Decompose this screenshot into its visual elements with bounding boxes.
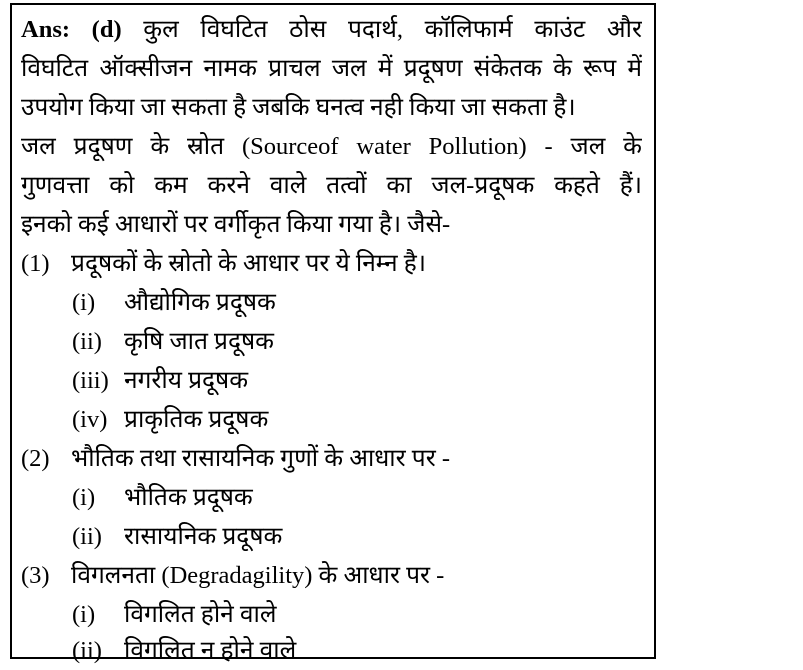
item-number: (i) [72, 601, 96, 628]
item-number: (iii) [72, 367, 109, 394]
section-heading-1 [21, 245, 642, 283]
item-text: नगरीय प्रदूषक [124, 367, 249, 394]
section-number: (2) [21, 445, 50, 472]
answer-box [10, 3, 656, 664]
section-heading-text: भौतिक तथा रासायनिक गुणों के आधार पर - [71, 445, 451, 472]
answer-label: Ans: (d) [21, 16, 122, 43]
answer-line-4: जल प्रदूषण के स्रोत (Sourceof water Pollution) - जल के [21, 133, 642, 160]
item-number: (ii) [72, 328, 102, 355]
section-number: (3) [21, 562, 50, 589]
item-number: (ii) [72, 637, 102, 664]
item-text: औद्योगिक प्रदूषक [124, 289, 276, 316]
section-heading-2 [21, 440, 642, 478]
item-number: (i) [72, 289, 96, 316]
section-heading-3 [21, 557, 642, 595]
list-item [72, 479, 642, 517]
answer-line-3: उपयोग किया जा सकता है जबकि घनत्व नही किया जा सकता है। [21, 94, 576, 121]
list-item [72, 632, 642, 670]
answer-text-1: कुल विघटित ठोस पदार्थ, कॉलिफार्म काउंट और [143, 16, 642, 43]
list-item [72, 323, 642, 361]
item-text: प्राकृतिक प्रदूषक [124, 406, 269, 433]
section-number: (1) [21, 250, 50, 277]
list-item [72, 596, 642, 634]
section-heading-text: विगलनता (Degradagility) के आधार पर - [71, 562, 445, 589]
section-heading-text: प्रदूषकों के स्रोतो के आधार पर ये निम्न है। [71, 250, 427, 277]
item-text: विगलित न होने वाले [124, 637, 297, 664]
answer-line-1 [21, 11, 642, 49]
item-number: (i) [72, 484, 96, 511]
answer-line-5: गुणवत्ता को कम करने वाले तत्वों का जल-प्रदूषक कहते हैं। [21, 172, 642, 199]
answer-line-6: इनको कई आधारों पर वर्गीकृत किया गया है। जैसे- [21, 211, 451, 238]
list-item [72, 284, 642, 322]
item-text: भौतिक प्रदूषक [124, 484, 253, 511]
item-text: विगलित होने वाले [124, 601, 277, 628]
answer-line-2: विघटित ऑक्सीजन नामक प्राचल जल में प्रदूषण संकेतक के रूप में [21, 55, 642, 82]
item-text: रासायनिक प्रदूषक [124, 523, 283, 550]
item-text: कृषि जात प्रदूषक [124, 328, 274, 355]
list-item [72, 518, 642, 556]
item-number: (iv) [72, 406, 108, 433]
item-number: (ii) [72, 523, 102, 550]
list-item [72, 362, 642, 400]
list-item [72, 401, 642, 439]
